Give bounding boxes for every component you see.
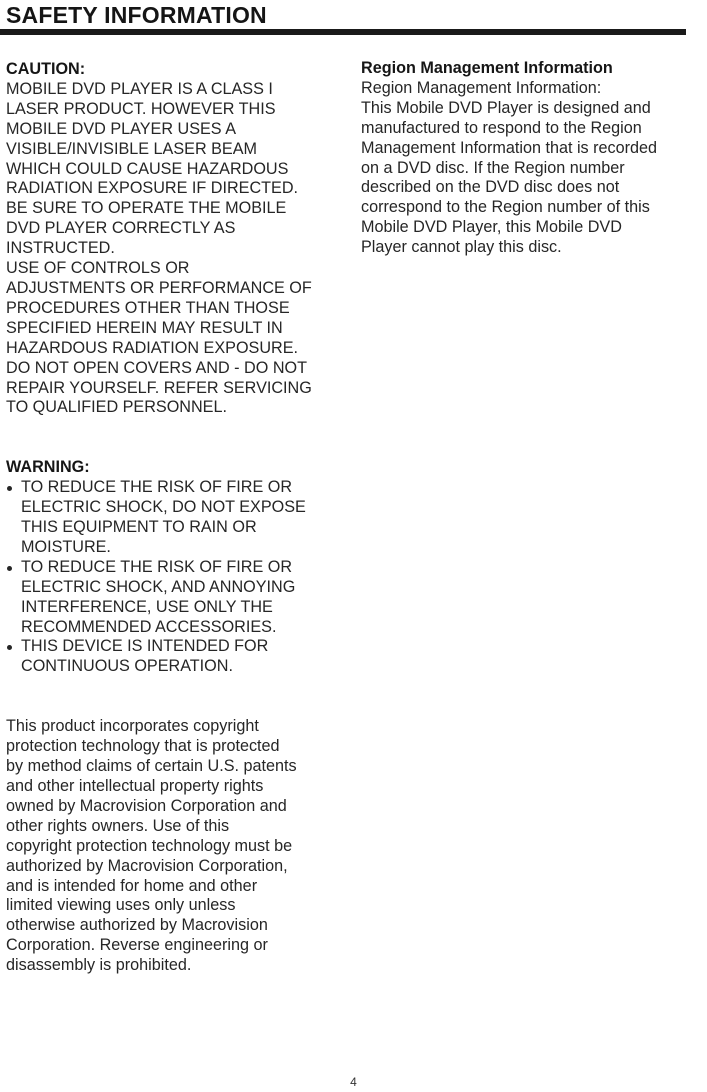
region-line: This Mobile DVD Player is designed and	[361, 98, 651, 117]
region-line: Management Information that is recorded	[361, 138, 658, 157]
caution-line: RADIATION EXPOSURE IF DIRECTED.	[6, 179, 299, 198]
section-gap	[6, 677, 336, 717]
caution-line: INSTRUCTED.	[6, 239, 115, 258]
right-column	[361, 59, 695, 258]
caution-line: MOBILE DVD PLAYER USES A	[6, 119, 236, 138]
page-title: SAFETY INFORMATION	[6, 2, 267, 28]
copyright-line: protection technology that is protected	[6, 737, 280, 756]
caution-line: DVD PLAYER CORRECTLY AS	[6, 219, 236, 238]
caution-line: VISIBLE/INVISIBLE LASER BEAM	[6, 139, 258, 158]
region-heading: Region Management Information	[361, 59, 613, 77]
caution-line: TO QUALIFIED PERSONNEL.	[6, 398, 227, 417]
caution-line: ADJUSTMENTS OR PERFORMANCE OF	[6, 278, 312, 297]
warning-line: RECOMMENDED ACCESSORIES.	[21, 617, 277, 636]
bullet-icon	[7, 566, 12, 571]
copyright-line: and other intellectual property rights	[6, 777, 264, 795]
region-line: Mobile DVD Player, this Mobile DVD	[361, 218, 622, 237]
caution-line: SPECIFIED HEREIN MAY RESULT IN	[6, 318, 283, 337]
warning-heading: WARNING:	[6, 458, 90, 477]
copyright-line: disassembly is prohibited.	[6, 956, 192, 975]
copyright-line: owned by Macrovision Corporation and	[6, 796, 287, 815]
copyright-line: limited viewing uses only unless	[6, 896, 236, 915]
warning-item	[6, 637, 336, 677]
caution-line: BE SURE TO OPERATE THE MOBILE	[6, 199, 287, 218]
page-number: 4	[350, 1075, 357, 1089]
region-section	[361, 59, 695, 258]
caution-line: LASER PRODUCT. HOWEVER THIS	[6, 99, 276, 118]
warning-item	[6, 478, 336, 558]
copyright-line: by method claims of certain U.S. patents	[6, 757, 297, 776]
copyright-line: authorized by Macrovision Corporation,	[6, 856, 288, 875]
warning-line: THIS DEVICE IS INTENDED FOR	[21, 637, 269, 656]
copyright-line: Corporation. Reverse engineering or	[6, 936, 268, 955]
copyright-line: other rights owners. Use of this	[6, 816, 230, 835]
warning-line: THIS EQUIPMENT TO RAIN OR	[21, 518, 257, 537]
warning-line: ELECTRIC SHOCK, DO NOT EXPOSE	[21, 498, 306, 517]
region-line: described on the DVD disc does not	[361, 178, 620, 197]
caution-section	[6, 60, 336, 418]
region-line: on a DVD disc. If the Region number	[361, 158, 625, 177]
region-line: Player cannot play this disc.	[361, 238, 562, 257]
caution-line: MOBILE DVD PLAYER IS A CLASS I	[6, 79, 273, 98]
caution-line: DO NOT OPEN COVERS AND - DO NOT	[6, 358, 308, 377]
left-column	[6, 60, 336, 976]
title-rule	[0, 29, 686, 35]
copyright-line: otherwise authorized by Macrovision	[6, 916, 268, 935]
caution-line: USE OF CONTROLS OR	[6, 259, 190, 278]
copyright-line: copyright protection technology must be	[6, 836, 293, 855]
warning-list	[6, 478, 336, 677]
warning-item	[6, 558, 336, 638]
warning-line: INTERFERENCE, USE ONLY THE	[21, 597, 273, 616]
caution-line: HAZARDOUS RADIATION EXPOSURE.	[6, 338, 299, 357]
bullet-icon	[7, 645, 12, 650]
warning-line: CONTINUOUS OPERATION.	[21, 657, 233, 676]
warning-line: ELECTRIC SHOCK, AND ANNOYING	[21, 577, 296, 596]
warning-line: TO REDUCE THE RISK OF FIRE OR	[21, 557, 293, 576]
caution-line: REPAIR YOURSELF. REFER SERVICING	[6, 378, 312, 397]
region-line: correspond to the Region number of this	[361, 198, 650, 217]
bullet-icon	[7, 486, 12, 491]
warning-section	[6, 458, 336, 677]
section-gap	[6, 418, 336, 458]
region-line: manufactured to respond to the Region	[361, 118, 642, 137]
region-line: Region Management Information:	[361, 78, 602, 97]
caution-line: WHICH COULD CAUSE HAZARDOUS	[6, 159, 289, 178]
caution-line: PROCEDURES OTHER THAN THOSE	[6, 298, 290, 317]
copyright-section	[6, 717, 336, 976]
warning-line: MOISTURE.	[21, 537, 111, 556]
copyright-line: This product incorporates copyright	[6, 717, 259, 736]
copyright-line: and is intended for home and other	[6, 876, 258, 895]
caution-heading: CAUTION:	[6, 60, 86, 78]
warning-line: TO REDUCE THE RISK OF FIRE OR	[21, 478, 293, 497]
